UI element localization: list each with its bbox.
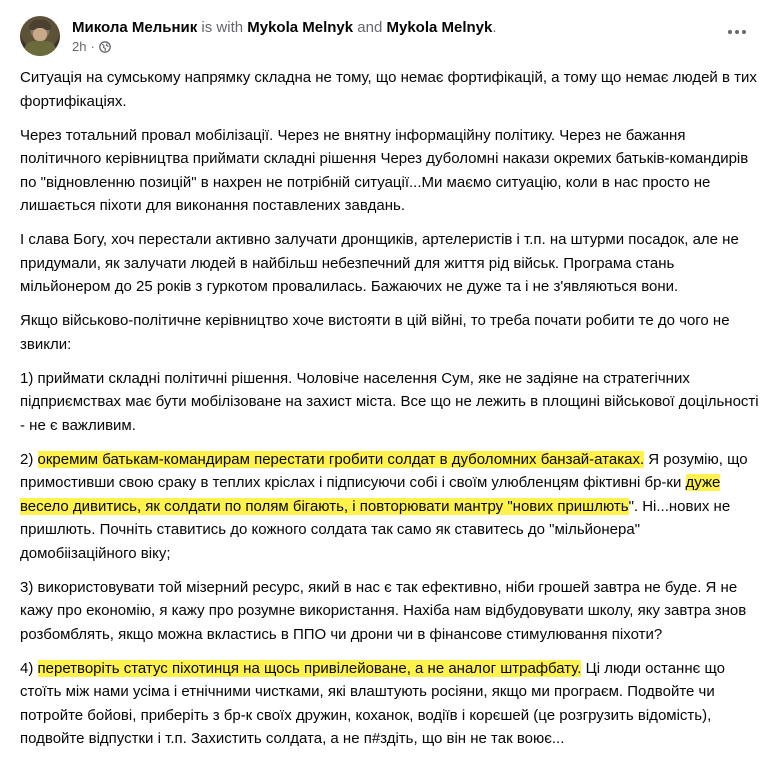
- p6-end: ". Ні...нових не пришлють. Почніть ставитись до кожного солдата так само як ставитесь до "мільйонера" домобіізаційного віку;: [20, 497, 731, 562]
- post-paragraph-5: 1) приймати складні політичні рішення. Чоловіче населення Сум, яке не задіяне на стратегічних підприємствах має бути мобілізоване на захист міста. Все що не лежить в площині військової доцільності - не є важливим.: [20, 369, 759, 434]
- more-options-icon[interactable]: [725, 22, 749, 42]
- post-header: [20, 16, 757, 60]
- p8-end: Ці люди останнє що стоїть між нами усіма і етнічними чистками, які влаштують росіяни, якщо ми програєм. Подвойте чи потройте бойові, приберіть з бр-к своїх дружин, коханок, водіїв і корєшей (це розгрузить відомість), подвойте відпустки і т.п. Захистить солдата, а не п#здіть, що він не так воює...: [20, 659, 725, 747]
- with-text: is with: [197, 19, 248, 36]
- author-avatar[interactable]: [20, 16, 60, 56]
- author-name-link[interactable]: Микола Мельник: [72, 19, 198, 36]
- tagged-user-link-1[interactable]: Mykola Melnyk: [247, 19, 354, 36]
- post-paragraph-3: І слава Богу, хоч перестали активно залучати дронщиків, артелеристів і т.п. на штурми посадок, але не придумали, як залучати людей в найбільш небезпечний для життя рід військ. Програма стань мільйонером до 25 років з гуркотом провалилась. Бажаючих не дуже та і не з'являються вони.: [20, 231, 739, 295]
- post-paragraph-6: [20, 448, 760, 566]
- post-paragraph-4: Якщо військово-політичне керівництво хоче вистояти в цій війні, то треба почати робити те до чого не звикли:: [20, 312, 730, 353]
- post-paragraph-7: 3) використовувати той мізерний ресурс, який в нас є так ефективно, ніби грошей завтра не буде. Я не кажу про економію, я кажу про розумне використання. Нахіба нам відбудовувати школу, яку завтра знов розбомблять, якщо можна вкластись в ППО чи дрони чи в фінансове стимулювання піхоти?: [20, 578, 747, 643]
- post-timestamp[interactable]: 2h: [72, 39, 87, 54]
- post-paragraph-2: Через тотальний провал мобілізації. Через не внятну інформаційну політику. Через не бажання політичного керівництва приймати складні рішення Через дуболомні накази окремих батьків-командирів по "відновленню позицій" в нахрен не потрібній ситуації...Ми маємо ситуацію, коли в нас просто не лишається піхоти для виконання поставлених завдань.: [20, 126, 749, 214]
- post-body: [20, 66, 760, 761]
- post-authors-line: [72, 19, 497, 37]
- and-text: and: [353, 19, 387, 36]
- post-paragraph-8: [20, 657, 760, 751]
- p6-prefix: 2): [20, 450, 38, 468]
- globe-icon[interactable]: [99, 41, 111, 53]
- meta-separator: ·: [90, 39, 95, 54]
- tagged-user-link-2[interactable]: Mykola Melnyk: [386, 19, 493, 36]
- post-paragraph-1: Ситуація на сумському напрямку складна не тому, що немає фортифікацій, а тому що немає людей в тих фортифікаціях.: [20, 69, 757, 110]
- p6-middle: Я розумію, що примостивши свою сраку в теплих кріслах і підписуючи собі і своїм улюбленцям фіктивні бр-ки: [20, 450, 748, 491]
- post-meta: [72, 39, 111, 54]
- highlighted-text-2: дуже весело дивитись, як солдати по полям бігають, і повторювати мантру "нових пришлють: [20, 474, 721, 515]
- p8-prefix: 4): [20, 659, 38, 677]
- end-dot: .: [492, 19, 497, 36]
- highlighted-text-1: окремим батькам-командирам перестати гробити солдат в дуболомних банзай-атаках.: [37, 450, 645, 468]
- highlighted-text-3: перетворіть статус піхотинця на щось привілейоване, а не аналог штрафбату.: [37, 659, 582, 677]
